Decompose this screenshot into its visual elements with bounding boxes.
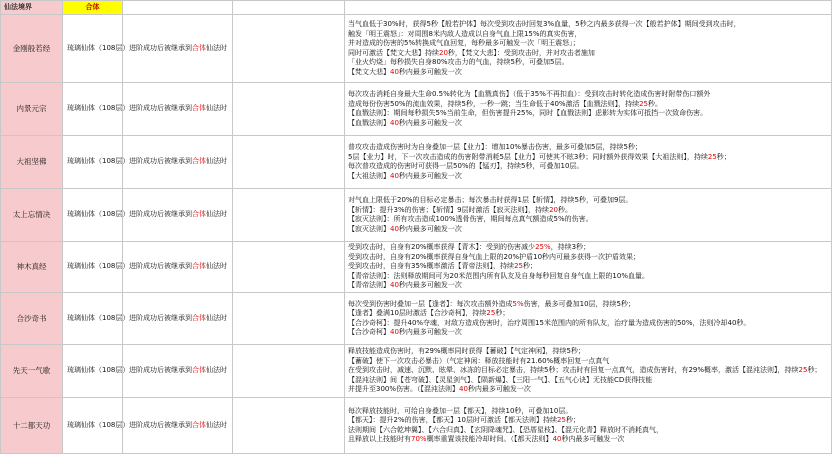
effect-line xyxy=(348,100,828,110)
condition-suffix: 仙法时 xyxy=(206,420,227,429)
effect-text: 「业火灼烧」每秒损失自身80%攻击力的气血，持续5秒，可叠加5层。 xyxy=(348,58,569,66)
effect-text: 秒内最多可触发一次 xyxy=(398,328,462,336)
effect-text: 触发「明王震怒」：对周围8米内敌人造成以自身气血上限15%的真实伤害， xyxy=(348,29,582,38)
highlight-value: 25 xyxy=(514,262,523,271)
effect-line xyxy=(348,435,828,445)
effect-line xyxy=(348,49,828,59)
effect-text: 受到攻击时，自身有35%概率激活【青帝法则】，持续 xyxy=(348,262,515,271)
effect-text: 【大祖法则】 xyxy=(348,171,390,180)
effect-line xyxy=(348,366,828,376)
effect-line xyxy=(348,281,828,291)
effect-text: 【梵文大悲】 xyxy=(348,67,390,76)
effect-text: ，持续3秒； xyxy=(550,243,591,252)
highlight-value: 25 xyxy=(639,99,648,108)
realm-header-cell[interactable]: 仙法境界 xyxy=(1,1,63,15)
skill-name-cell[interactable]: 神木真经 xyxy=(1,242,63,293)
highlight-value: 25 xyxy=(798,366,808,375)
effect-description-cell[interactable] xyxy=(345,189,832,242)
effect-text: 【血戮法则】：期间每秒损失5%当前生命，但伤害提升25%，同时【血戮法则】虑影转为实体可抵挡一次致命伤害。 xyxy=(348,109,708,117)
condition-prefix: 进阶成功后被继承到 xyxy=(129,420,192,429)
effect-text: 且释放以上技能时有 xyxy=(348,435,411,443)
effect-description-cell[interactable] xyxy=(345,136,832,189)
condition-prefix: 进阶成功后被继承到 xyxy=(129,43,192,52)
effect-line xyxy=(348,225,828,235)
effect-text: 秒； xyxy=(807,366,822,375)
empty-cell[interactable] xyxy=(233,15,345,83)
condition-stage: 合体 xyxy=(192,210,206,219)
effect-line xyxy=(348,407,828,417)
effect-text: 【血戮法则】 xyxy=(348,118,390,127)
effect-line xyxy=(348,68,828,78)
condition-prefix: 进阶成功后被继承到 xyxy=(129,210,192,219)
highlight-value: 25 xyxy=(486,309,496,317)
empty-cell[interactable] xyxy=(233,293,345,345)
effect-text: 【逢者】叠满10层时激活【合沙奇柯】，持续 xyxy=(348,309,487,317)
effect-description-cell[interactable] xyxy=(345,398,832,454)
table-row xyxy=(1,189,832,242)
highlight-value: 40 xyxy=(390,118,399,127)
skill-name-cell[interactable]: 金刚般若经 xyxy=(1,15,63,83)
effect-text: 秒内最多可触发一次 xyxy=(398,224,462,233)
effect-text: 受到攻击时，自身有20%概率获得【青木】：受到的伤害减少 xyxy=(348,243,536,252)
highlight-value: 20 xyxy=(439,48,448,57)
effect-text: 【斩情】：提升3%的伤害；【斩情】9层时激活【寂灭法则】，持续 xyxy=(348,205,550,214)
condition-suffix: 仙法时 xyxy=(206,313,227,322)
table-row xyxy=(1,15,832,83)
table-row xyxy=(1,293,832,345)
condition-cell[interactable] xyxy=(123,15,233,83)
effect-text: 在受到攻击时，减速、沉默、眩晕、冰冻的目标必定暴击，持续5秒；攻击时有回复一点真气，造成伤害时，有29%概率，激活【混沌法则】，持续 xyxy=(348,366,799,375)
effect-description-cell[interactable] xyxy=(345,293,832,345)
effect-line xyxy=(348,90,828,100)
effect-description-cell[interactable] xyxy=(345,242,832,293)
condition-stage: 合体 xyxy=(192,43,206,52)
item-cell[interactable]: 琉璃仙体（108层） xyxy=(63,189,123,242)
condition-prefix: 进阶成功后被继承到 xyxy=(129,104,192,113)
effect-description-cell[interactable] xyxy=(345,83,832,136)
condition-cell[interactable] xyxy=(123,345,233,398)
effect-text: 伤害，最多可叠加10层，持续5秒； xyxy=(523,299,635,308)
condition-suffix: 仙法时 xyxy=(206,43,227,52)
effect-text: 秒内最多可触发一次 xyxy=(561,435,625,443)
table-row xyxy=(1,136,832,189)
skill-name-cell[interactable]: 合沙奇书 xyxy=(1,293,63,345)
effect-line xyxy=(348,300,828,310)
table-row xyxy=(1,345,832,398)
effect-line xyxy=(348,309,828,319)
stage-header-cell[interactable]: 合体 xyxy=(63,1,123,15)
effect-line xyxy=(348,426,828,436)
skill-name-cell[interactable]: 内景元宗 xyxy=(1,83,63,136)
condition-cell[interactable] xyxy=(123,83,233,136)
effect-text: 同时可激活【梵文大悲】持续 xyxy=(348,48,439,57)
condition-stage: 合体 xyxy=(192,366,206,375)
effect-line xyxy=(348,143,828,153)
empty-cell[interactable] xyxy=(233,83,345,136)
empty-cell[interactable] xyxy=(233,189,345,242)
condition-stage: 合体 xyxy=(192,313,206,322)
highlight-value: 40 xyxy=(390,328,399,336)
rows-body xyxy=(1,15,832,454)
highlight-value: 70% xyxy=(411,435,427,443)
empty-cell[interactable] xyxy=(233,345,345,398)
effect-text: 并对造成的伤害的5%转换成气血回复，每秒最多可触发一次「明王震怒」； xyxy=(348,39,580,47)
highlight-value: 40 xyxy=(390,224,399,233)
highlight-value: 40 xyxy=(459,385,468,394)
effect-line xyxy=(348,58,828,68)
effect-text: 法则期间【六合乾坤翼】、【六合归真】、【玄阴降魂咒】、【恐厝星枝】、【混元化青】释放时不消耗真气， xyxy=(348,425,663,434)
empty-cell[interactable] xyxy=(233,242,345,293)
effect-text: 秒内最多可触发一次 xyxy=(398,67,462,76)
effect-text: 秒内最多可触发一次 xyxy=(467,385,531,394)
condition-prefix: 进阶成功后被继承到 xyxy=(129,313,192,322)
effect-text: 【蓄破】使下一次攻击必暴击）（气定神闲：释放技能时有21.60%概率回复一点真气 xyxy=(348,356,610,365)
effect-line xyxy=(348,328,828,338)
effect-text: 秒。 xyxy=(648,99,662,108)
condition-prefix: 进阶成功后被继承到 xyxy=(129,366,192,375)
skill-name-cell[interactable]: 十二都天功 xyxy=(1,398,63,454)
condition-suffix: 仙法时 xyxy=(206,262,227,271)
condition-stage: 合体 xyxy=(192,104,206,113)
effect-text: 【寂灭法则】 xyxy=(348,224,390,233)
effect-line xyxy=(348,162,828,172)
highlight-value: 40 xyxy=(390,171,399,180)
effect-text: 秒内最多可触发一次 xyxy=(398,281,462,290)
effect-text: 秒； xyxy=(522,262,537,271)
effect-text: 当气血低于30%时，获得5秒【般若护体】每次受到攻击时回复3%血量，5秒之内最多获得一次【般若护体】期间受到攻击时， xyxy=(348,20,741,28)
item-cell[interactable]: 琉璃仙体（108层） xyxy=(63,15,123,83)
effect-text: 受到攻击时，自身有20%概率获得自身气血上限的20%护盾10秒内可最多获得一次护盾效果； xyxy=(348,252,641,261)
effect-text: 【青帝法则】：法则释放期间可为20米范围内所有队友及自身每秒回复自身气血上限的10%血量。 xyxy=(348,271,649,280)
effect-line xyxy=(348,20,828,30)
effect-text: 秒； xyxy=(565,416,580,424)
skill-name-cell[interactable]: 太上忘情决 xyxy=(1,189,63,242)
condition-cell[interactable] xyxy=(123,398,233,454)
header-row xyxy=(1,1,832,15)
effect-description-cell[interactable] xyxy=(345,345,832,398)
effect-text: 每次普攻造成的伤害时可获得一层50%的【锰刃】，持续5秒，可叠加10层。 xyxy=(348,162,584,170)
item-cell[interactable]: 琉璃仙体（108层） xyxy=(63,398,123,454)
empty-cell[interactable] xyxy=(233,398,345,454)
effect-text: 【青帝法则】 xyxy=(348,281,390,290)
highlight-value: 5% xyxy=(512,299,524,308)
effect-line xyxy=(348,376,828,386)
effect-text: 普攻攻击造成伤害时为自身叠加一层【业力】：增加10%暴击伤害，最多可叠加5层，持续5秒； xyxy=(348,143,642,151)
empty-header-cell[interactable] xyxy=(233,1,345,15)
item-cell[interactable]: 琉璃仙体（108层） xyxy=(63,242,123,293)
effect-text: 造成每份伤害50%的流血效果，持续5秒，一秒一跳；当生命低于40%激活【血戮法则】，持续 xyxy=(348,99,640,108)
highlight-value: 40 xyxy=(552,435,562,443)
effect-text: 并提升至300%伤害。（【混沌法则】 xyxy=(348,385,460,394)
effect-text: 秒，【梵文大悲】：受到攻击时，并对攻击者施加 xyxy=(447,48,595,57)
effect-text: 每次攻击消耗自身最大生命0.5%转化为【血戮真伤】（低于35%不再扣血）：受到攻击时转化造成伤害时附带伤口额外 xyxy=(348,90,711,98)
highlight-value: 25% xyxy=(535,243,551,252)
condition-cell[interactable] xyxy=(123,242,233,293)
highlight-value: 25 xyxy=(557,416,566,424)
effect-line xyxy=(348,206,828,216)
effect-line xyxy=(348,119,828,129)
effect-line xyxy=(348,243,828,253)
highlight-value: 20 xyxy=(549,205,558,214)
table-row xyxy=(1,242,832,293)
item-cell[interactable]: 琉璃仙体（108层） xyxy=(63,293,123,345)
item-cell[interactable]: 琉璃仙体（108层） xyxy=(63,345,123,398)
skill-name-cell[interactable]: 先天一气歌 xyxy=(1,345,63,398)
effect-text: 秒内最多可触发一次 xyxy=(398,118,462,127)
highlight-value: 25 xyxy=(707,152,717,161)
effect-text: 秒。 xyxy=(557,205,572,214)
effect-line xyxy=(348,357,828,367)
empty-header-cell[interactable] xyxy=(345,1,832,15)
effect-text: 5层【业力】时，下一次攻击造成的伤害附带消耗5层【业力】可使其不眩3秒；同时额外获得效果【大祖法则】，持续 xyxy=(348,152,708,161)
effect-line xyxy=(348,109,828,119)
condition-stage: 合体 xyxy=(192,420,206,429)
condition-cell[interactable] xyxy=(123,136,233,189)
condition-stage: 合体 xyxy=(192,157,206,166)
effect-line xyxy=(348,262,828,272)
highlight-value: 40 xyxy=(390,67,399,76)
item-cell[interactable]: 琉璃仙体（108层） xyxy=(63,83,123,136)
effect-text: 【都天】：提升2%的伤害，【都天】10层时可激活【都天法则】持续 xyxy=(348,416,558,424)
effect-line xyxy=(348,172,828,182)
condition-cell[interactable] xyxy=(123,293,233,345)
effect-line xyxy=(348,416,828,426)
effect-line xyxy=(348,347,828,357)
condition-stage: 合体 xyxy=(192,262,206,271)
effect-line xyxy=(348,153,828,163)
effect-text: 秒内最多可触发一次 xyxy=(398,171,462,180)
skill-name-cell[interactable]: 大祖坚佛 xyxy=(1,136,63,189)
effect-text: 每次释放技能时，可给自身叠加一层【都天】，持续10秒，可叠加10层。 xyxy=(348,406,573,415)
effect-text: 【寂灭法则】：所有攻击造成100%透骨伤害，期间每点真气额造成5%的伤害。 xyxy=(348,215,593,223)
effect-text: 对气血上限低于20%的目标必定暴击；每次暴击时获得1层【斩情】，持续5秒，可叠加9层。 xyxy=(348,196,633,204)
empty-header-cell[interactable] xyxy=(123,1,233,15)
effect-line xyxy=(348,385,828,395)
effect-line xyxy=(348,253,828,263)
table-row xyxy=(1,83,832,136)
item-cell[interactable]: 琉璃仙体（108层） xyxy=(63,136,123,189)
effect-line xyxy=(348,196,828,206)
effect-line xyxy=(348,39,828,49)
effect-text: 【合沙奇柯】 xyxy=(348,328,390,336)
condition-prefix: 进阶成功后被继承到 xyxy=(129,157,192,166)
effect-text: 秒； xyxy=(716,152,731,161)
condition-suffix: 仙法时 xyxy=(206,104,227,113)
highlight-value: 40 xyxy=(390,281,399,290)
effect-line xyxy=(348,30,828,40)
condition-cell[interactable] xyxy=(123,189,233,242)
condition-suffix: 仙法时 xyxy=(206,157,227,166)
condition-suffix: 仙法时 xyxy=(206,366,227,375)
empty-cell[interactable] xyxy=(233,136,345,189)
effect-text: 秒； xyxy=(495,309,510,317)
effect-line xyxy=(348,215,828,225)
effect-text: 【混沌法则】间【苍穹破】、【灵星剑气】、【陨新爆】、【三阳一气】、【五气心诀】无技能CD获得技能 xyxy=(348,375,653,384)
effect-line xyxy=(348,272,828,282)
effect-description-cell[interactable] xyxy=(345,15,832,83)
condition-prefix: 进阶成功后被继承到 xyxy=(129,262,192,271)
effect-text: 每次受到伤害时叠加一层【逢者】：每次攻击额外造成 xyxy=(348,299,513,308)
effect-text: 释放技能造成伤害时，有29%概率同时获得【蓄破】【气定神闲】，持续5秒； xyxy=(348,347,586,356)
effect-text: 概率重置该技能冷却时间。（【都天法则】 xyxy=(426,435,553,443)
condition-suffix: 仙法时 xyxy=(206,210,227,219)
effect-line xyxy=(348,319,828,329)
table-row xyxy=(1,398,832,454)
effect-text: 【合沙奇柯】：提升40%夺魂，对敌方造成伤害时，治疗周围15米范围内的所有队友，治疗量为造成伤害的50%，法则冷却40秒。 xyxy=(348,318,751,327)
